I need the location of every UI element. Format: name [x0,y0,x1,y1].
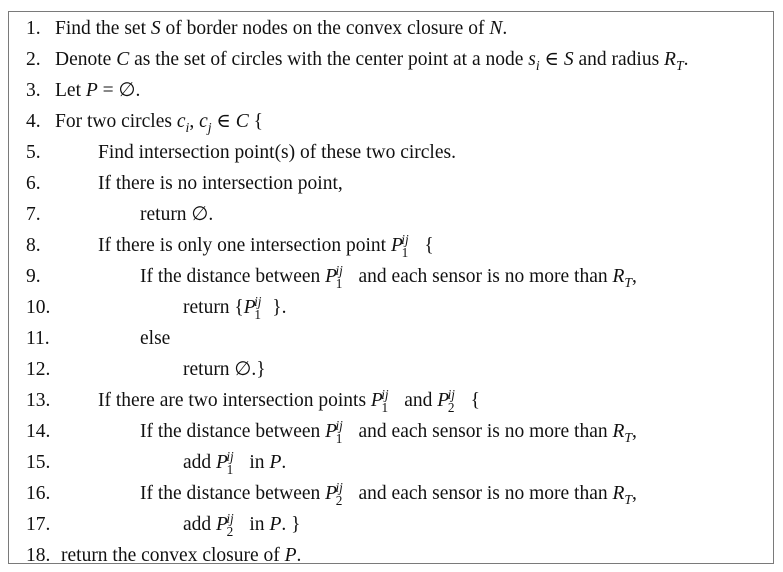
line-text: else [140,328,171,349]
line-number: 6. [26,173,41,194]
line-number: 4. [26,111,41,132]
line-text: Find intersection point(s) of these two circles. [98,142,456,163]
line-number: 15. [26,452,51,473]
line-number: 1. [26,18,41,39]
line-text: add P ij 2 in P. } [183,511,301,540]
line-text: If the distance between P ij 2 and each sensor is no more than $R_T$, [140,480,637,509]
line-text: If there is no intersection point, [98,173,343,194]
line-text: If there is only one intersection point P ij 1 { [98,232,434,261]
line-number: 12. [26,359,51,380]
line-number: 2. [26,49,41,70]
line-text: For two circles $c_i$, $c_j$ ∈ C { [55,111,263,135]
line-number: 8. [26,235,41,256]
line-text: If the distance between P ij 1 and each sensor is no more than $R_T$, [140,418,637,447]
line-text: return ∅. [140,204,214,225]
line-number: 17. [26,514,51,535]
line-text: Denote C as the set of circles with the center point at a node $s_i$ ∈ S and radius $R_T$. [55,49,689,73]
line-number: 10. [26,297,51,318]
line-number: 9. [26,266,41,287]
line-number: 11. [26,328,50,349]
algorithm-box [8,11,774,564]
line-text: return {P ij 1 }. [183,294,287,323]
line-text: Let P = ∅. [55,80,141,101]
line-text: Find the set S of border nodes on the convex closure of N. [55,18,508,39]
line-number: 13. [26,390,51,411]
line-number: 7. [26,204,41,225]
line-text: If there are two intersection points P ij 1 and P ij 2 { [98,387,481,416]
line-number: 14. [26,421,51,442]
line-text: If the distance between P ij 1 and each sensor is no more than $R_T$, [140,263,637,292]
line-text: return the convex closure of P. [61,545,302,566]
line-number: 16. [26,483,51,504]
line-number: 3. [26,80,41,101]
line-text: return ∅.} [183,359,266,380]
line-number: 18. [26,545,51,566]
line-text: add P ij 1 in P. [183,449,287,478]
line-number: 5. [26,142,41,163]
